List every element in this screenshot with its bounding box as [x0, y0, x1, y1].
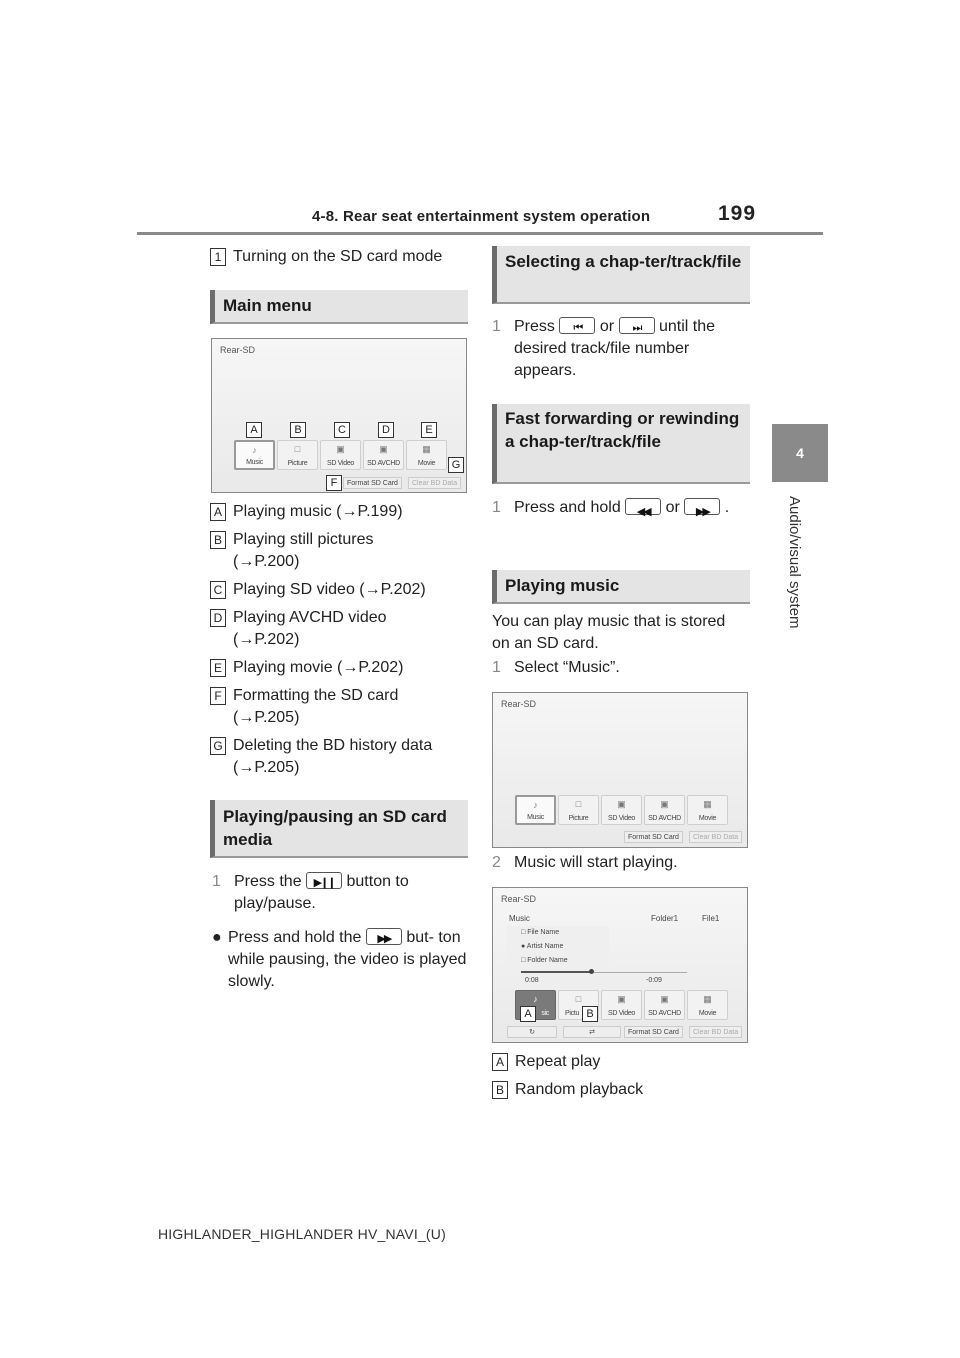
progress-thumb[interactable]: [589, 969, 594, 974]
select-step: 1 Press ⏮ or ⏭ until the desired track/file number appears.: [492, 318, 716, 379]
skip-next-icon: ⏭: [619, 317, 655, 334]
movie-tile[interactable]: ▦ Movie: [406, 440, 447, 470]
movie-tile[interactable]: ▦ Movie: [687, 795, 728, 825]
intro-text: Turning on the SD card mode: [233, 248, 443, 265]
file-name-row: □ File Name: [521, 929, 560, 936]
movie-icon: ▦: [703, 994, 712, 1004]
callout-e: E: [421, 422, 437, 438]
page-number: 199: [718, 202, 757, 225]
sd-avchd-tile[interactable]: ▣ SD AVCHD: [363, 440, 404, 470]
picture-icon: □: [575, 799, 582, 809]
skip-previous-icon: ⏮: [559, 317, 595, 334]
play-pause-icon: ▶❙❙: [306, 872, 342, 889]
pause-heading: Playing/pausing an SD card media: [210, 800, 468, 858]
callout-b: B: [582, 1006, 598, 1022]
callout-f: F: [326, 475, 342, 491]
callout-g: G: [448, 457, 464, 473]
bullet-icon: ●: [212, 929, 222, 946]
repeat-icon: ↻: [529, 1029, 535, 1036]
screen-title: Rear-SD: [220, 345, 256, 355]
movie-icon: ▦: [422, 444, 431, 454]
sd-video-tile[interactable]: ▣ SD Video: [601, 990, 642, 1020]
ff-heading: Fast forwarding or rewinding a chap-ter/track/file: [492, 404, 750, 484]
sd-avchd-icon: ▣: [379, 444, 388, 454]
manual-footer: HIGHLANDER_HIGHLANDER HV_NAVI_(U): [158, 1226, 446, 1242]
main-menu-heading: Main menu: [210, 290, 468, 324]
fast-forward-icon: ▶▶: [684, 498, 720, 515]
sd-video-icon: ▣: [617, 799, 626, 809]
clear-bd-data-button[interactable]: Clear BD Data: [689, 831, 742, 843]
file-icon: □: [521, 929, 526, 936]
callout-c: C: [334, 422, 350, 438]
music-note-icon: ♪: [533, 800, 538, 810]
sd-video-tile[interactable]: ▣ SD Video: [320, 440, 361, 470]
slow-play-bullet: ● Press and hold the ▶▶ but- ton while pausing, the video is played slowly.: [212, 929, 467, 990]
time-remaining: -0:09: [646, 977, 662, 984]
folder-label: Folder1: [651, 914, 679, 923]
sd-video-tile[interactable]: ▣ SD Video: [601, 795, 642, 825]
callout-b: B: [290, 422, 306, 438]
select-heading: Selecting a chap-ter/track/file: [492, 246, 750, 304]
picture-tile[interactable]: □ Pictu: [558, 990, 599, 1020]
format-sd-card-button[interactable]: Format SD Card: [624, 1026, 683, 1038]
time-elapsed: 0:08: [525, 977, 539, 984]
shuffle-icon: ⇄: [589, 1029, 595, 1036]
music-note-icon: ♪: [533, 994, 538, 1004]
fast-forward-icon: ▶▶: [366, 928, 402, 945]
music-heading: Playing music: [492, 570, 750, 604]
music-tile-active[interactable]: ♪ sic: [515, 990, 556, 1020]
pause-step: 1 Press the ▶❙❙ button to play/pause.: [212, 873, 409, 912]
sd-avchd-icon: ▣: [660, 799, 669, 809]
sd-avchd-tile[interactable]: ▣ SD AVCHD: [644, 990, 685, 1020]
chapter-side-label: Audio/visual system: [786, 496, 803, 629]
rewind-icon: ◀◀: [625, 498, 661, 515]
clear-bd-data-button[interactable]: Clear BD Data: [689, 1026, 742, 1038]
picture-icon: □: [294, 444, 301, 454]
music-intro: You can play music that is stored on an SD card.: [492, 613, 726, 652]
picture-icon: □: [575, 994, 582, 1004]
movie-icon: ▦: [703, 799, 712, 809]
callout-d: D: [378, 422, 394, 438]
main-menu-screen: [211, 338, 467, 493]
movie-tile[interactable]: ▦ Movie: [687, 990, 728, 1020]
person-icon: ●: [521, 943, 526, 950]
callout-a: A: [520, 1006, 536, 1022]
ff-step: 1 Press and hold ◀◀ or ▶▶ .: [492, 499, 730, 518]
folder-icon: □: [521, 957, 526, 964]
music-note-icon: ♪: [252, 445, 257, 455]
select-music-screen: Rear-SD ♪ Music □ Picture ▣ SD Video ▣ SD AVCHD ▦ Movie Format SD Card Clear BD Data: [492, 692, 748, 848]
sd-avchd-icon: ▣: [660, 994, 669, 1004]
format-sd-card-button[interactable]: Format SD Card: [343, 477, 402, 489]
callout-a: A: [246, 422, 262, 438]
chapter-section-title: 4-8. Rear seat entertainment system operation: [312, 208, 651, 225]
chapter-tab: 4: [772, 424, 828, 482]
folder-name-row: □ Folder Name: [521, 957, 568, 964]
step-label-box: 1: [210, 248, 226, 266]
random-button[interactable]: [563, 1026, 621, 1038]
music-tile[interactable]: ♪ Music: [234, 440, 275, 470]
format-sd-card-button[interactable]: Format SD Card: [624, 831, 683, 843]
music-header-label: Music: [509, 914, 530, 923]
music-step-1: 1 Select “Music”.: [492, 659, 620, 676]
music-playing-screen: Rear-SD Music Folder1 File1 □ File Name ● Artist Name □ Folder Name 0:08 -0:09 ♪ sic □ Pictu ▣ SD Video ▣ SD AVCHD ▦ Movie A B ↻ ⇄ Format SD Card Clear BD Data: [492, 887, 748, 1043]
sd-avchd-tile[interactable]: ▣ SD AVCHD: [644, 795, 685, 825]
repeat-button[interactable]: [507, 1026, 557, 1038]
picture-tile[interactable]: □ Picture: [277, 440, 318, 470]
sd-video-icon: ▣: [617, 994, 626, 1004]
sd-video-icon: ▣: [336, 444, 345, 454]
music-tile[interactable]: ♪ Music: [515, 795, 556, 825]
file-label: File1: [702, 914, 720, 923]
music-step-2: 2 Music will start playing.: [492, 854, 678, 871]
artist-name-row: ● Artist Name: [521, 943, 564, 950]
picture-tile[interactable]: □ Picture: [558, 795, 599, 825]
progress-fill: [521, 971, 591, 973]
clear-bd-data-button[interactable]: Clear BD Data: [408, 477, 461, 489]
header-rule: [137, 232, 823, 235]
